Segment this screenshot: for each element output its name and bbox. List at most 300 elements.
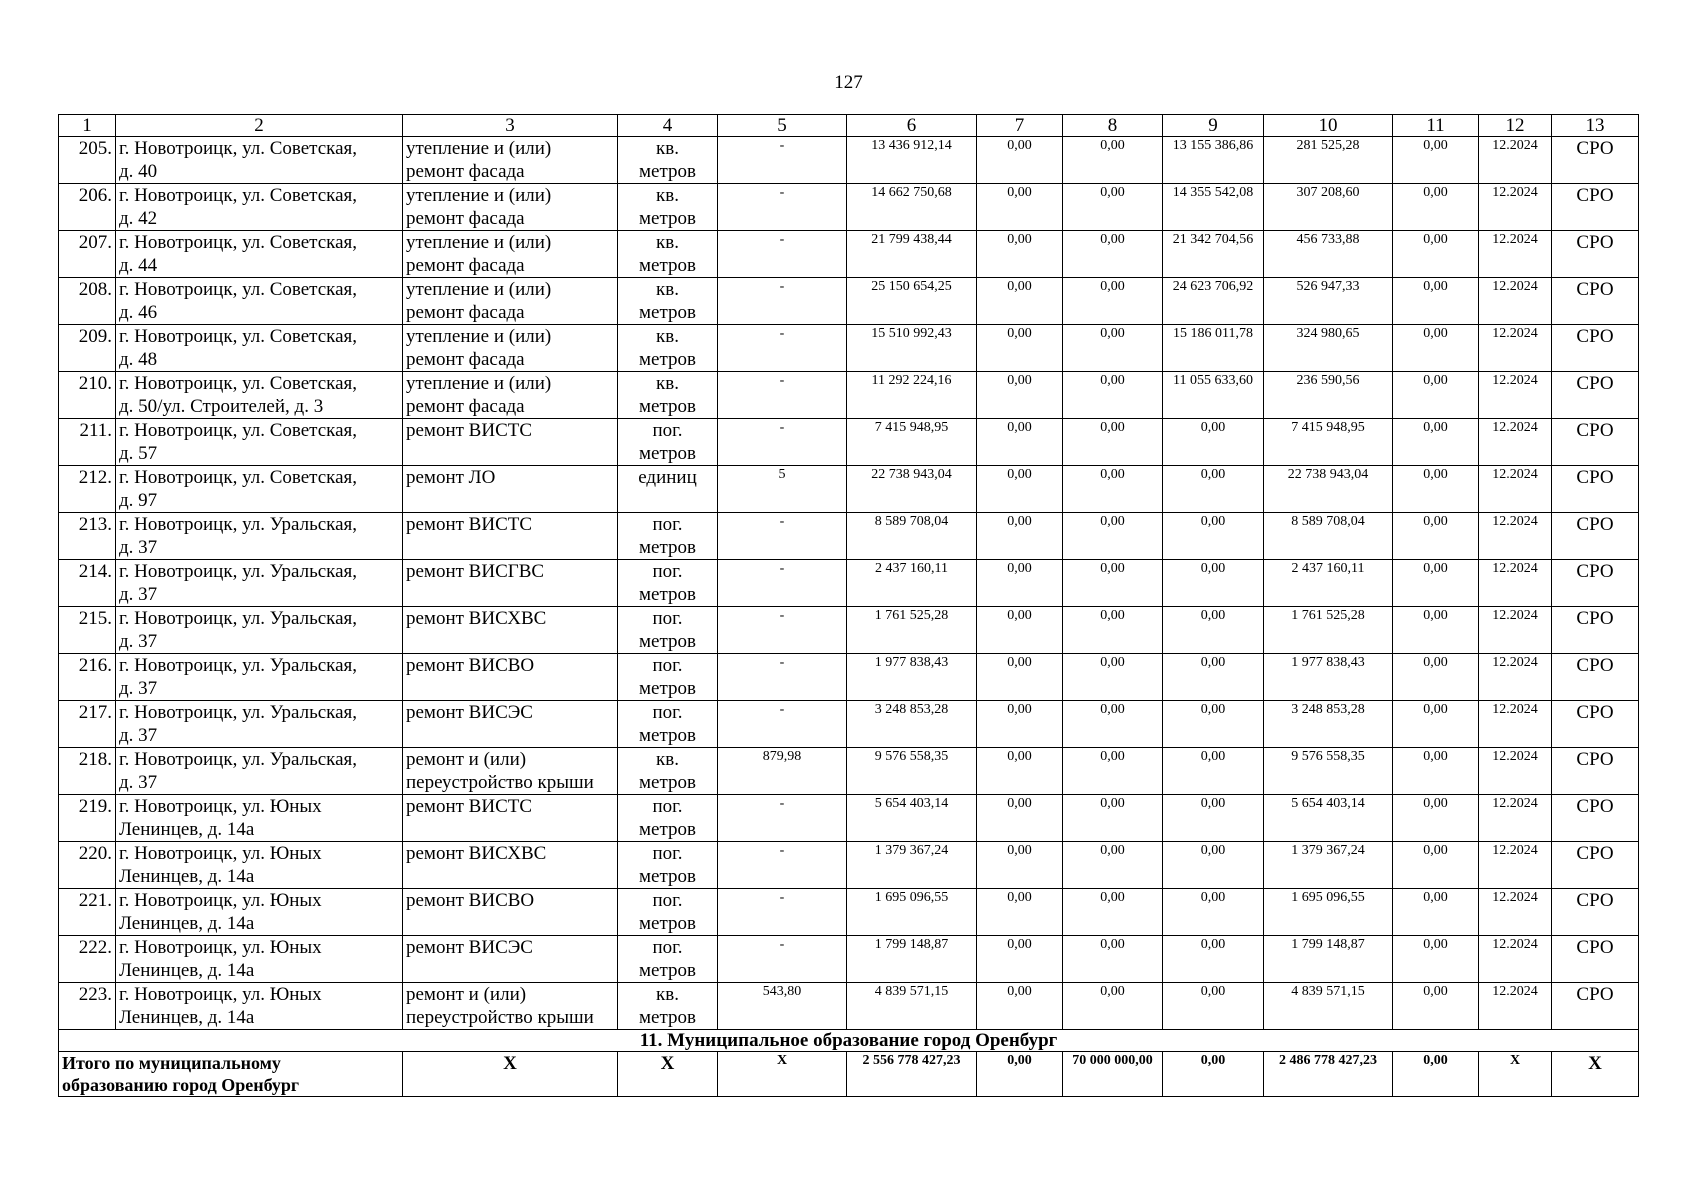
- col9-cell: 0,00: [1163, 795, 1264, 842]
- work-type-line-1: ремонт ВИСГВС: [406, 561, 545, 582]
- method-cell: СРО: [1552, 983, 1639, 1030]
- unit-cell: [618, 607, 718, 654]
- unit-line-2: метров: [639, 443, 696, 464]
- col11-cell: 0,00: [1393, 325, 1479, 372]
- col8-cell: 0,00: [1063, 607, 1163, 654]
- table-row: [59, 983, 1639, 1030]
- address-cell: [116, 889, 403, 936]
- completion-date-cell: 12.2024: [1479, 936, 1552, 983]
- table-row: [59, 842, 1639, 889]
- col10-cell: 307 208,60: [1264, 184, 1393, 231]
- quantity-cell: -: [718, 936, 847, 983]
- col8-cell: 0,00: [1063, 560, 1163, 607]
- col11-cell: 0,00: [1393, 184, 1479, 231]
- address-line-2: д. 40: [119, 161, 158, 182]
- address-line-1: г. Новотроицк, ул. Уральская,: [119, 702, 358, 723]
- work-type-line-2: ремонт фасада: [406, 349, 525, 370]
- row-number-cell: 215.: [59, 607, 116, 654]
- total-label-line-2: образованию город Оренбург: [62, 1075, 300, 1095]
- method-cell: СРО: [1552, 795, 1639, 842]
- col8-cell: 0,00: [1063, 513, 1163, 560]
- total-col7: 0,00: [977, 1052, 1063, 1097]
- col9-cell: 13 155 386,86: [1163, 137, 1264, 184]
- address-line-2: д. 37: [119, 537, 158, 558]
- col10-cell: 1 761 525,28: [1264, 607, 1393, 654]
- quantity-cell: -: [718, 607, 847, 654]
- col11-cell: 0,00: [1393, 983, 1479, 1030]
- unit-line-1: кв.: [656, 984, 679, 1005]
- work-type-line-1: ремонт ВИСХВС: [406, 843, 547, 864]
- address-line-1: г. Новотроицк, ул. Советская,: [119, 467, 358, 488]
- quantity-cell: -: [718, 701, 847, 748]
- address-line-2: д. 48: [119, 349, 158, 370]
- address-line-1: г. Новотроицк, ул. Уральская,: [119, 655, 358, 676]
- unit-cell: [618, 513, 718, 560]
- col7-cell: 0,00: [977, 372, 1063, 419]
- address-line-1: г. Новотроицк, ул. Советская,: [119, 138, 358, 159]
- total-col13: Х: [1552, 1052, 1639, 1097]
- unit-line-1: пог.: [652, 890, 683, 911]
- col7-cell: 0,00: [977, 701, 1063, 748]
- total-cost-cell: 7 415 948,95: [847, 419, 977, 466]
- unit-line-1: кв.: [656, 185, 679, 206]
- method-cell: СРО: [1552, 184, 1639, 231]
- unit-line-1: пог.: [652, 561, 683, 582]
- unit-cell: [618, 748, 718, 795]
- work-type-line-1: утепление и (или): [406, 373, 552, 394]
- table-row: [59, 231, 1639, 278]
- work-type-cell: [403, 936, 618, 983]
- address-cell: [116, 184, 403, 231]
- completion-date-cell: 12.2024: [1479, 184, 1552, 231]
- address-cell: [116, 607, 403, 654]
- column-number-5: 5: [718, 115, 847, 137]
- unit-line-1: кв.: [656, 138, 679, 159]
- unit-line-2: метров: [639, 725, 696, 746]
- unit-line-2: метров: [639, 631, 696, 652]
- address-line-1: г. Новотроицк, ул. Советская,: [119, 420, 358, 441]
- unit-cell: [618, 983, 718, 1030]
- work-type-line-2: ремонт фасада: [406, 255, 525, 276]
- total-col8: 70 000 000,00: [1063, 1052, 1163, 1097]
- work-type-line-1: утепление и (или): [406, 326, 552, 347]
- work-type-line-1: ремонт ВИСЭС: [406, 937, 533, 958]
- col10-cell: 9 576 558,35: [1264, 748, 1393, 795]
- total-cost-cell: 21 799 438,44: [847, 231, 977, 278]
- col10-cell: 3 248 853,28: [1264, 701, 1393, 748]
- col10-cell: 7 415 948,95: [1264, 419, 1393, 466]
- capital-repair-table: [58, 114, 1639, 1097]
- col10-cell: 22 738 943,04: [1264, 466, 1393, 513]
- col7-cell: 0,00: [977, 889, 1063, 936]
- quantity-cell: 879,98: [718, 748, 847, 795]
- quantity-cell: 543,80: [718, 983, 847, 1030]
- address-cell: [116, 795, 403, 842]
- col11-cell: 0,00: [1393, 748, 1479, 795]
- col7-cell: 0,00: [977, 560, 1063, 607]
- unit-line-1: пог.: [652, 514, 683, 535]
- row-number-cell: 208.: [59, 278, 116, 325]
- row-number-cell: 221.: [59, 889, 116, 936]
- method-cell: СРО: [1552, 137, 1639, 184]
- col11-cell: 0,00: [1393, 419, 1479, 466]
- address-line-2: д. 50/ул. Строителей, д. 3: [119, 396, 324, 417]
- col7-cell: 0,00: [977, 654, 1063, 701]
- unit-line-2: метров: [639, 537, 696, 558]
- col8-cell: 0,00: [1063, 795, 1163, 842]
- unit-line-1: пог.: [652, 420, 683, 441]
- work-type-line-1: ремонт ВИСВО: [406, 655, 535, 676]
- work-type-line-1: ремонт ВИСТС: [406, 514, 533, 535]
- address-cell: [116, 654, 403, 701]
- col7-cell: 0,00: [977, 983, 1063, 1030]
- row-number-cell: 207.: [59, 231, 116, 278]
- table-row: [59, 372, 1639, 419]
- completion-date-cell: 12.2024: [1479, 842, 1552, 889]
- col7-cell: 0,00: [977, 325, 1063, 372]
- table-row: [59, 795, 1639, 842]
- work-type-cell: [403, 889, 618, 936]
- address-cell: [116, 231, 403, 278]
- unit-line-2: метров: [639, 161, 696, 182]
- unit-line-1: пог.: [652, 608, 683, 629]
- col8-cell: 0,00: [1063, 231, 1163, 278]
- col7-cell: 0,00: [977, 607, 1063, 654]
- col9-cell: 11 055 633,60: [1163, 372, 1264, 419]
- column-number-header-row: [59, 115, 1639, 137]
- work-type-line-2: ремонт фасада: [406, 208, 525, 229]
- work-type-line-1: утепление и (или): [406, 279, 552, 300]
- table-row: [59, 419, 1639, 466]
- address-cell: [116, 419, 403, 466]
- total-cost-cell: 25 150 654,25: [847, 278, 977, 325]
- quantity-cell: -: [718, 889, 847, 936]
- col10-cell: 8 589 708,04: [1264, 513, 1393, 560]
- unit-line-1: кв.: [656, 749, 679, 770]
- total-col5: Х: [718, 1052, 847, 1097]
- work-type-cell: [403, 748, 618, 795]
- unit-line-1: кв.: [656, 373, 679, 394]
- address-cell: [116, 560, 403, 607]
- page-number: 127: [834, 72, 863, 93]
- column-number-13: 13: [1552, 115, 1639, 137]
- col11-cell: 0,00: [1393, 889, 1479, 936]
- total-col4: Х: [618, 1052, 718, 1097]
- table-row: [59, 466, 1639, 513]
- row-number-cell: 216.: [59, 654, 116, 701]
- address-line-1: г. Новотроицк, ул. Советская,: [119, 373, 358, 394]
- col11-cell: 0,00: [1393, 137, 1479, 184]
- address-cell: [116, 748, 403, 795]
- work-type-cell: [403, 983, 618, 1030]
- row-number-cell: 217.: [59, 701, 116, 748]
- address-line-1: г. Новотроицк, ул. Уральская,: [119, 514, 358, 535]
- method-cell: СРО: [1552, 889, 1639, 936]
- quantity-cell: -: [718, 372, 847, 419]
- total-col3: Х: [403, 1052, 618, 1097]
- unit-line-1: кв.: [656, 279, 679, 300]
- address-line-1: г. Новотроицк, ул. Уральская,: [119, 608, 358, 629]
- work-type-line-1: утепление и (или): [406, 138, 552, 159]
- work-type-cell: [403, 560, 618, 607]
- total-cost-cell: 5 654 403,14: [847, 795, 977, 842]
- col8-cell: 0,00: [1063, 842, 1163, 889]
- col11-cell: 0,00: [1393, 842, 1479, 889]
- total-cost-cell: 1 761 525,28: [847, 607, 977, 654]
- total-cost-cell: 3 248 853,28: [847, 701, 977, 748]
- total-cost-cell: 11 292 224,16: [847, 372, 977, 419]
- total-cost-cell: 15 510 992,43: [847, 325, 977, 372]
- table-row: [59, 936, 1639, 983]
- unit-cell: [618, 560, 718, 607]
- address-cell: [116, 325, 403, 372]
- col10-cell: 456 733,88: [1264, 231, 1393, 278]
- work-type-line-1: ремонт ВИСХВС: [406, 608, 547, 629]
- work-type-cell: [403, 466, 618, 513]
- total-cost-cell: 4 839 571,15: [847, 983, 977, 1030]
- address-line-1: г. Новотроицк, ул. Юных: [119, 843, 322, 864]
- method-cell: СРО: [1552, 842, 1639, 889]
- unit-cell: [618, 325, 718, 372]
- row-number-cell: 212.: [59, 466, 116, 513]
- address-line-2: д. 42: [119, 208, 158, 229]
- address-line-2: Ленинцев, д. 14а: [119, 1007, 255, 1028]
- quantity-cell: -: [718, 513, 847, 560]
- work-type-cell: [403, 325, 618, 372]
- col8-cell: 0,00: [1063, 889, 1163, 936]
- work-type-line-2: ремонт фасада: [406, 302, 525, 323]
- col9-cell: 0,00: [1163, 842, 1264, 889]
- col10-cell: 1 799 148,87: [1264, 936, 1393, 983]
- col10-cell: 4 839 571,15: [1264, 983, 1393, 1030]
- col7-cell: 0,00: [977, 936, 1063, 983]
- unit-line-1: кв.: [656, 326, 679, 347]
- work-type-line-1: ремонт ВИСЭС: [406, 702, 533, 723]
- unit-line-1: кв.: [656, 232, 679, 253]
- total-cost-cell: 1 799 148,87: [847, 936, 977, 983]
- unit-line-1: пог.: [652, 702, 683, 723]
- total-cost-cell: 14 662 750,68: [847, 184, 977, 231]
- unit-cell: [618, 137, 718, 184]
- column-number-10: 10: [1264, 115, 1393, 137]
- column-number-2: 2: [116, 115, 403, 137]
- col8-cell: 0,00: [1063, 701, 1163, 748]
- table-row: [59, 325, 1639, 372]
- col9-cell: 15 186 011,78: [1163, 325, 1264, 372]
- completion-date-cell: 12.2024: [1479, 607, 1552, 654]
- column-number-6: 6: [847, 115, 977, 137]
- table-row: [59, 701, 1639, 748]
- method-cell: СРО: [1552, 325, 1639, 372]
- work-type-line-1: ремонт ВИСВО: [406, 890, 535, 911]
- address-cell: [116, 936, 403, 983]
- work-type-cell: [403, 701, 618, 748]
- work-type-cell: [403, 607, 618, 654]
- total-col9: 0,00: [1163, 1052, 1264, 1097]
- total-col11: 0,00: [1393, 1052, 1479, 1097]
- row-number-cell: 214.: [59, 560, 116, 607]
- completion-date-cell: 12.2024: [1479, 889, 1552, 936]
- row-number-cell: 219.: [59, 795, 116, 842]
- method-cell: СРО: [1552, 748, 1639, 795]
- quantity-cell: -: [718, 278, 847, 325]
- address-line-2: д. 57: [119, 443, 158, 464]
- col7-cell: 0,00: [977, 278, 1063, 325]
- completion-date-cell: 12.2024: [1479, 137, 1552, 184]
- col10-cell: 281 525,28: [1264, 137, 1393, 184]
- unit-cell: [618, 419, 718, 466]
- address-cell: [116, 513, 403, 560]
- unit-cell: [618, 184, 718, 231]
- column-number-8: 8: [1063, 115, 1163, 137]
- address-line-2: Ленинцев, д. 14а: [119, 866, 255, 887]
- col11-cell: 0,00: [1393, 560, 1479, 607]
- col7-cell: 0,00: [977, 419, 1063, 466]
- work-type-line-2: переустройство крыши: [406, 1007, 594, 1028]
- col8-cell: 0,00: [1063, 278, 1163, 325]
- col7-cell: 0,00: [977, 137, 1063, 184]
- unit-line-2: метров: [639, 1007, 696, 1028]
- section-title: 11. Муниципальное образование город Оренбург: [59, 1030, 1639, 1052]
- address-cell: [116, 842, 403, 889]
- address-line-1: г. Новотроицк, ул. Юных: [119, 937, 322, 958]
- col11-cell: 0,00: [1393, 231, 1479, 278]
- work-type-cell: [403, 513, 618, 560]
- work-type-cell: [403, 231, 618, 278]
- row-number-cell: 209.: [59, 325, 116, 372]
- col11-cell: 0,00: [1393, 654, 1479, 701]
- column-number-9: 9: [1163, 115, 1264, 137]
- address-line-2: д. 97: [119, 490, 158, 511]
- unit-cell: [618, 466, 718, 513]
- unit-cell: [618, 842, 718, 889]
- address-line-1: г. Новотроицк, ул. Советская,: [119, 185, 358, 206]
- col8-cell: 0,00: [1063, 748, 1163, 795]
- total-cost-cell: 22 738 943,04: [847, 466, 977, 513]
- address-line-2: Ленинцев, д. 14а: [119, 960, 255, 981]
- table-row: [59, 184, 1639, 231]
- completion-date-cell: 12.2024: [1479, 372, 1552, 419]
- unit-line-2: метров: [639, 349, 696, 370]
- col9-cell: 0,00: [1163, 419, 1264, 466]
- col8-cell: 0,00: [1063, 936, 1163, 983]
- method-cell: СРО: [1552, 607, 1639, 654]
- method-cell: СРО: [1552, 419, 1639, 466]
- address-line-2: д. 46: [119, 302, 158, 323]
- col9-cell: 14 355 542,08: [1163, 184, 1264, 231]
- unit-cell: [618, 889, 718, 936]
- work-type-cell: [403, 137, 618, 184]
- completion-date-cell: 12.2024: [1479, 983, 1552, 1030]
- unit-line-2: метров: [639, 396, 696, 417]
- col8-cell: 0,00: [1063, 184, 1163, 231]
- column-number-3: 3: [403, 115, 618, 137]
- col8-cell: 0,00: [1063, 372, 1163, 419]
- address-line-2: д. 44: [119, 255, 158, 276]
- completion-date-cell: 12.2024: [1479, 513, 1552, 560]
- address-line-2: д. 37: [119, 725, 158, 746]
- unit-cell: [618, 372, 718, 419]
- col7-cell: 0,00: [977, 748, 1063, 795]
- col9-cell: 0,00: [1163, 748, 1264, 795]
- work-type-line-1: ремонт ВИСТС: [406, 796, 533, 817]
- address-line-1: г. Новотроицк, ул. Уральская,: [119, 561, 358, 582]
- col7-cell: 0,00: [977, 466, 1063, 513]
- col9-cell: 0,00: [1163, 607, 1264, 654]
- work-type-line-1: ремонт ЛО: [406, 467, 496, 488]
- table-row: [59, 607, 1639, 654]
- col8-cell: 0,00: [1063, 466, 1163, 513]
- quantity-cell: -: [718, 231, 847, 278]
- address-line-2: д. 37: [119, 631, 158, 652]
- col8-cell: 0,00: [1063, 325, 1163, 372]
- work-type-cell: [403, 654, 618, 701]
- col8-cell: 0,00: [1063, 137, 1163, 184]
- unit-line-2: метров: [639, 302, 696, 323]
- method-cell: СРО: [1552, 654, 1639, 701]
- row-number-cell: 211.: [59, 419, 116, 466]
- method-cell: СРО: [1552, 701, 1639, 748]
- address-line-1: г. Новотроицк, ул. Юных: [119, 796, 322, 817]
- work-type-line-1: ремонт и (или): [406, 749, 527, 770]
- quantity-cell: -: [718, 842, 847, 889]
- table-row: [59, 278, 1639, 325]
- completion-date-cell: 12.2024: [1479, 748, 1552, 795]
- col11-cell: 0,00: [1393, 466, 1479, 513]
- address-cell: [116, 137, 403, 184]
- unit-line-1: единиц: [638, 467, 697, 488]
- total-cost-cell: 8 589 708,04: [847, 513, 977, 560]
- work-type-line-1: ремонт и (или): [406, 984, 527, 1005]
- unit-line-1: пог.: [652, 655, 683, 676]
- col9-cell: 0,00: [1163, 466, 1264, 513]
- quantity-cell: 5: [718, 466, 847, 513]
- total-label-cell: [59, 1052, 403, 1097]
- address-line-2: д. 37: [119, 772, 158, 793]
- completion-date-cell: 12.2024: [1479, 419, 1552, 466]
- completion-date-cell: 12.2024: [1479, 701, 1552, 748]
- total-cost-cell: 1 379 367,24: [847, 842, 977, 889]
- col10-cell: 324 980,65: [1264, 325, 1393, 372]
- col9-cell: 0,00: [1163, 513, 1264, 560]
- table-row: [59, 137, 1639, 184]
- work-type-line-1: ремонт ВИСТС: [406, 420, 533, 441]
- column-number-4: 4: [618, 115, 718, 137]
- row-number-cell: 210.: [59, 372, 116, 419]
- row-number-cell: 220.: [59, 842, 116, 889]
- col10-cell: 1 379 367,24: [1264, 842, 1393, 889]
- method-cell: СРО: [1552, 466, 1639, 513]
- col8-cell: 0,00: [1063, 654, 1163, 701]
- col8-cell: 0,00: [1063, 983, 1163, 1030]
- address-cell: [116, 278, 403, 325]
- unit-line-2: метров: [639, 960, 696, 981]
- col10-cell: 236 590,56: [1264, 372, 1393, 419]
- completion-date-cell: 12.2024: [1479, 278, 1552, 325]
- total-row: [59, 1052, 1639, 1097]
- col9-cell: 0,00: [1163, 560, 1264, 607]
- column-number-7: 7: [977, 115, 1063, 137]
- method-cell: СРО: [1552, 231, 1639, 278]
- completion-date-cell: 12.2024: [1479, 795, 1552, 842]
- column-number-11: 11: [1393, 115, 1479, 137]
- total-cost-cell: 9 576 558,35: [847, 748, 977, 795]
- total-cost-cell: 1 695 096,55: [847, 889, 977, 936]
- table-row: [59, 654, 1639, 701]
- completion-date-cell: 12.2024: [1479, 560, 1552, 607]
- unit-line-2: метров: [639, 255, 696, 276]
- method-cell: СРО: [1552, 278, 1639, 325]
